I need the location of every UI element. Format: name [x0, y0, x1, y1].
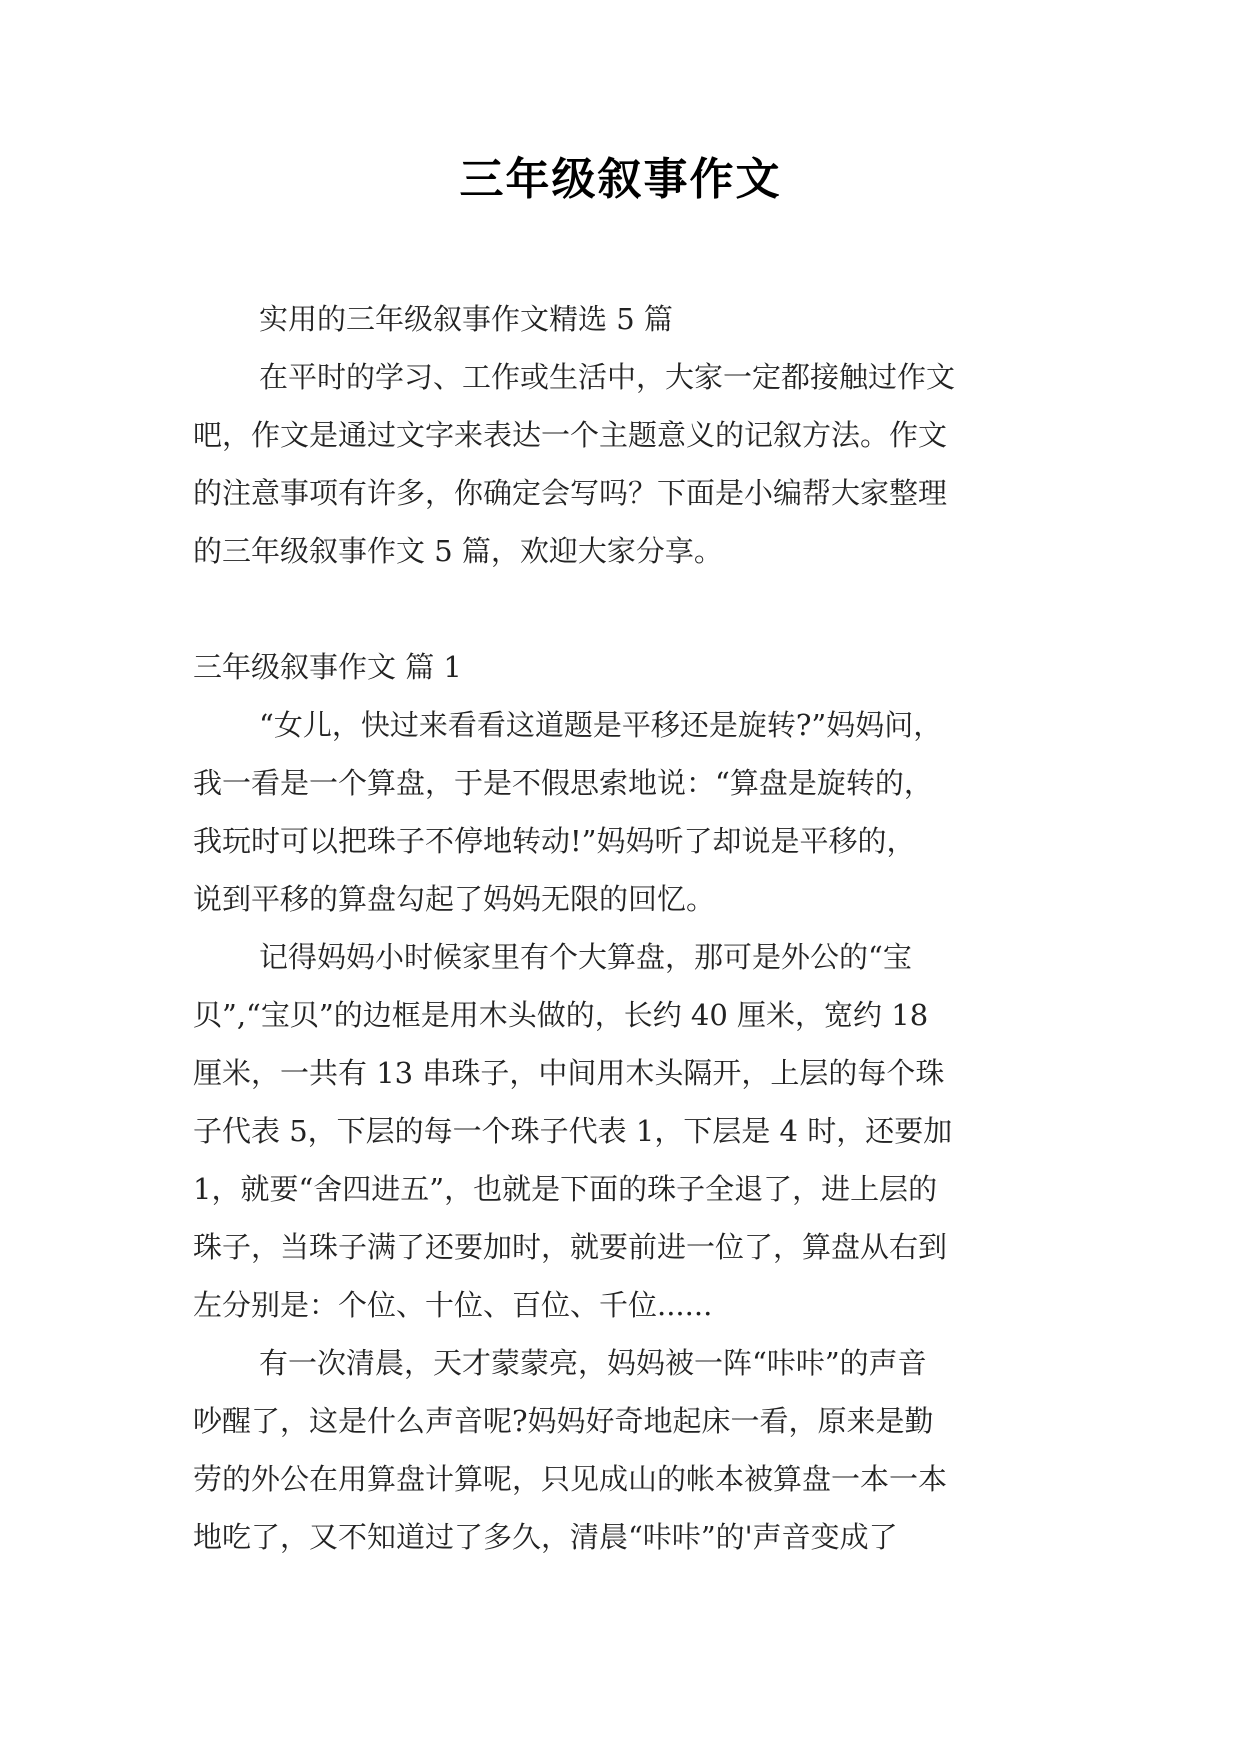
- document-body: [193, 290, 1055, 1566]
- paragraph-line: 贝”,“宝贝”的边框是用木头做的，长约 40 厘米，宽约 18: [193, 998, 929, 1032]
- intro-line: 在平时的学习、工作或生活中，大家一定都接触过作文: [259, 360, 956, 394]
- paragraph-line: 有一次清晨，天才蒙蒙亮，妈妈被一阵“咔咔”的声音: [259, 1346, 927, 1380]
- intro-line: 的三年级叙事作文 5 篇，欢迎大家分享。: [193, 534, 723, 568]
- blank-line: [193, 580, 1055, 638]
- intro-subtitle: 实用的三年级叙事作文精选 5 篇: [259, 302, 673, 336]
- paragraph-line: 记得妈妈小时候家里有个大算盘，那可是外公的“宝: [259, 940, 912, 974]
- paragraph-line: 吵醒了，这是什么声音呢?妈妈好奇地起床一看，原来是勤: [193, 1404, 934, 1438]
- paragraph-line: 左分别是：个位、十位、百位、千位......: [193, 1288, 713, 1322]
- intro-line: 的注意事项有许多，你确定会写吗？下面是小编帮大家整理: [193, 476, 948, 510]
- document-title: 三年级叙事作文: [459, 154, 782, 205]
- paragraph-line: “女儿，快过来看看这道题是平移还是旋转?”妈妈问，: [259, 708, 943, 742]
- paragraph-line: 我玩时可以把珠子不停地转动!”妈妈听了却说是平移的，: [193, 824, 916, 858]
- paragraph-line: 说到平移的算盘勾起了妈妈无限的回忆。: [193, 882, 716, 916]
- paragraph-line: 地吃了，又不知道过了多久，清晨“咔咔”的'声音变成了: [193, 1520, 898, 1554]
- paragraph-line: 劳的外公在用算盘计算呢，只见成山的帐本被算盘一本一本: [193, 1462, 948, 1496]
- paragraph-line: 1，就要“舍四进五”，也就是下面的珠子全退了，进上层的: [193, 1172, 938, 1206]
- paragraph-line: 珠子，当珠子满了还要加时，就要前进一位了，算盘从右到: [193, 1230, 948, 1264]
- paragraph-line: 我一看是一个算盘，于是不假思索地说：“算盘是旋转的，: [193, 766, 933, 800]
- paragraph-line: 厘米，一共有 13 串珠子，中间用木头隔开，上层的每个珠: [193, 1056, 945, 1090]
- intro-line: 吧，作文是通过文字来表达一个主题意义的记叙方法。作文: [193, 418, 948, 452]
- section-heading: 三年级叙事作文 篇 1: [193, 650, 462, 684]
- paragraph-line: 子代表 5，下层的每一个珠子代表 1，下层是 4 时，还要加: [193, 1114, 953, 1148]
